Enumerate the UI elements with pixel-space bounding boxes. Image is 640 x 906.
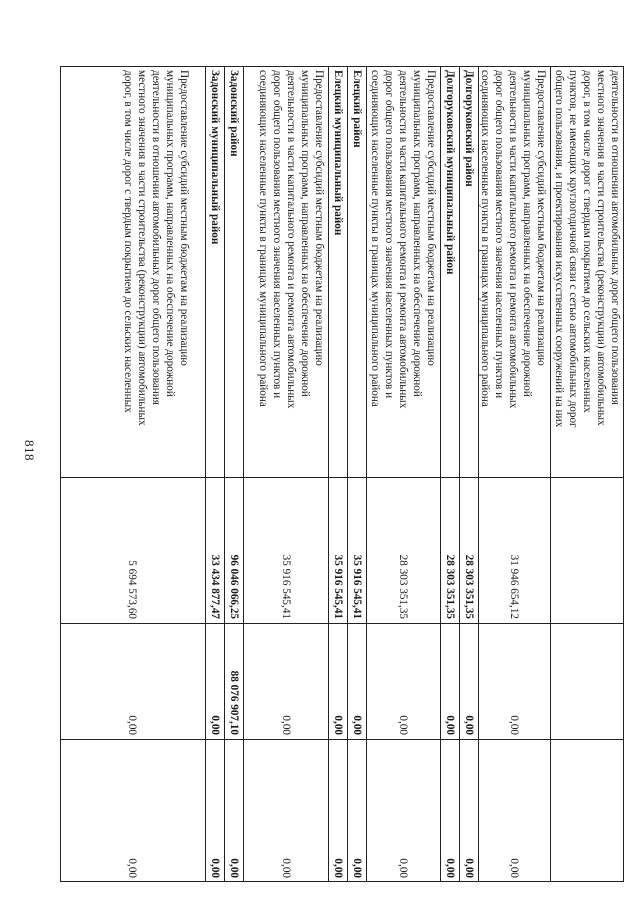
table-row-municipality — [205, 66, 224, 882]
row-description: Долгоруковский муниципальный район — [441, 66, 459, 478]
row-description: Предоставление субсидий местным бюджетам на реализацию муниципальных программ, направленных на обеспечение дорожной деятельности в отношении автомобильных дорог общего пользования местного значения в части строительства (реконструкции) автомобильных дорог, в том числе дорог с твердым покрытием до сельских населенных — [60, 66, 205, 478]
row-value-3: 0,00 — [332, 858, 344, 878]
row-description: Елецкий район — [348, 66, 366, 478]
row-description: Елецкий муниципальный район — [329, 66, 347, 478]
row-value-1: 28 303 351,35 — [460, 478, 478, 624]
row-value-2: 0,00 — [206, 624, 224, 740]
row-value-3: 0,00 — [209, 858, 221, 878]
row-value-1: 33 434 877,47 — [206, 478, 224, 624]
table-row — [243, 66, 328, 882]
row-value-2: 0,00 — [329, 624, 347, 740]
table-row-district — [459, 66, 478, 882]
page-number: 818 — [22, 440, 37, 461]
row-value-1: 96 046 066,25 — [225, 478, 243, 624]
row-description: Предоставление субсидий местным бюджетам на реализацию муниципальных программ, направленных на обеспечение дорожной деятельности в части капитального ремонта и ремонта автомобильных дорог общего пользования местного значения населенных пунктов и соединяющих населенные пункты в границах муниципального района — [244, 66, 328, 478]
row-value-1: 35 916 545,41 — [348, 478, 366, 624]
row-value-2: 88 076 907,10 — [225, 624, 243, 740]
row-value-3: 0,00 — [397, 858, 410, 878]
row-value-3: 0,00 — [280, 858, 292, 878]
row-value-3: 0,00 — [228, 858, 240, 878]
table-row-municipality — [328, 66, 347, 882]
row-value-3: 0,00 — [444, 858, 456, 878]
row-value-2: 0,00 — [441, 624, 459, 740]
row-value-2: 0,00 — [348, 624, 366, 740]
row-value-1: 31 946 654,12 — [479, 478, 550, 624]
table-row — [60, 66, 205, 882]
row-value-1: 35 916 545,41 — [329, 478, 347, 624]
row-value-3 — [551, 740, 624, 882]
row-description: Задонский район — [225, 66, 243, 478]
row-value-3: 0,00 — [351, 858, 363, 878]
row-value-3: 0,00 — [463, 858, 475, 878]
table-row-municipality — [440, 66, 459, 882]
table-row — [366, 66, 440, 882]
row-value-1: 28 303 351,35 — [441, 478, 459, 624]
row-description: Предоставление субсидий местным бюджетам на реализацию муниципальных программ, направленных на обеспечение дорожной деятельности в части капитального ремонта и ремонта автомобильных дорог общего пользования местного значения населенных пунктов и соединяющих населенные пункты в границах муниципального района — [367, 66, 440, 478]
row-description: Задонский муниципальный район — [206, 66, 224, 478]
row-value-3: 0,00 — [126, 858, 139, 878]
row-value-3: 0,00 — [508, 858, 521, 878]
row-value-1: 35 916 545,41 — [244, 478, 328, 624]
table-row — [478, 66, 550, 882]
row-value-2: 0,00 — [479, 624, 550, 740]
row-value-1: 28 303 351,35 — [367, 478, 440, 624]
row-value-2: 0,00 — [60, 624, 205, 740]
row-description: Предоставление субсидий местным бюджетам на реализацию муниципальных программ, направленных на обеспечение дорожной деятельности в части капитального ремонта и ремонта автомобильных дорог общего пользования местного значения населенных пунктов и соединяющих населенные пункты в границах муниципального района — [479, 66, 550, 478]
budget-table — [60, 66, 624, 882]
row-description: деятельности в отношении автомобильных дорог общего пользования местного значения в части строительства (реконструкции) автомобильных дорог, в том числе дорог с твердым покрытием до сельских населенных пунктов, не имеющих круглогодичной связи с сетью автомобильных дорог общего пользования, и проектирования искусственных сооружений на них — [551, 66, 624, 478]
table-row-district — [347, 66, 366, 882]
row-value-2: 0,00 — [367, 624, 440, 740]
row-description: Долгоруковский район — [460, 66, 478, 478]
table-row — [550, 66, 624, 882]
row-value-1 — [551, 478, 624, 624]
row-value-1: 5 694 573,60 — [60, 478, 205, 624]
row-value-2: 0,00 — [244, 624, 328, 740]
row-value-2: 0,00 — [460, 624, 478, 740]
row-value-2 — [551, 624, 624, 740]
table-row-district — [224, 66, 243, 882]
